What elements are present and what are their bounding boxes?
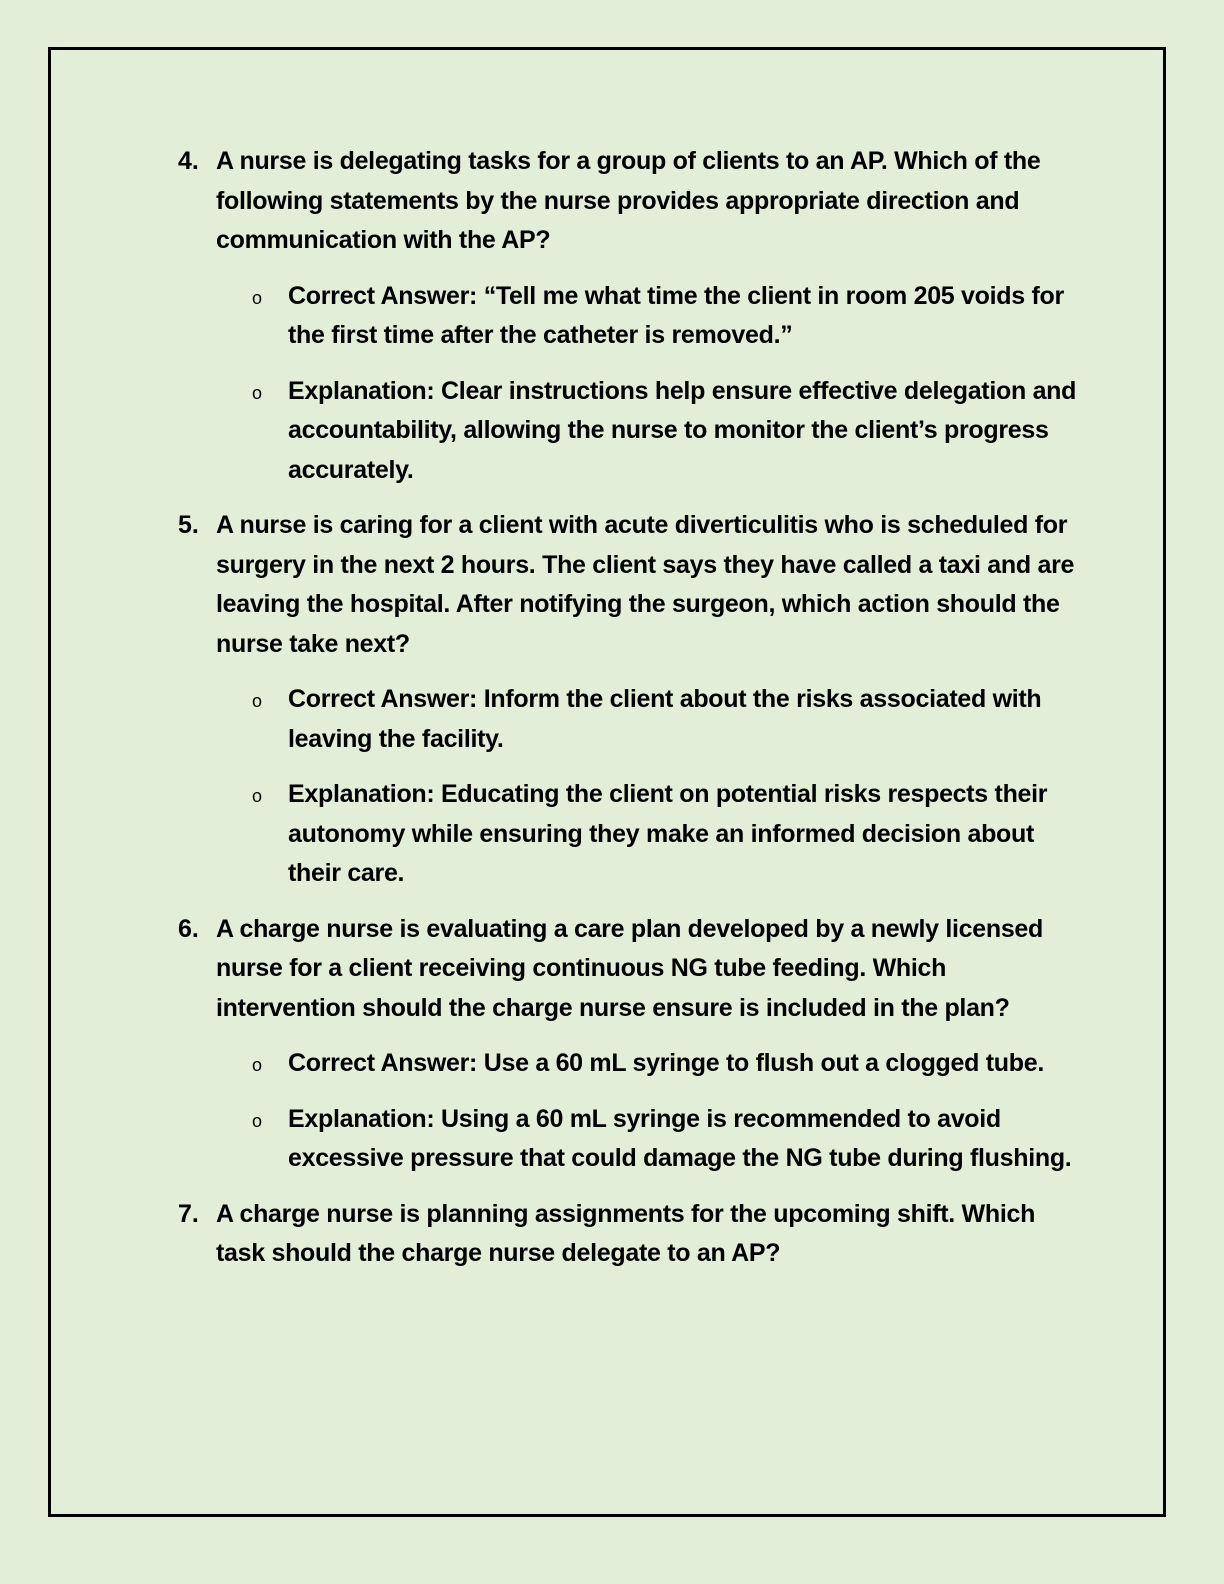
answer-list: [216, 277, 1078, 491]
bullet-icon: o: [252, 287, 262, 308]
correct-answer: [216, 1044, 1078, 1084]
bullet-icon: o: [252, 1110, 262, 1131]
explanation-text: Explanation: Clear instructions help ensure effective delegation and accountability, allowing the nurse to monitor the client’s progress accurately.: [288, 376, 1077, 484]
bullet-icon: o: [252, 1055, 262, 1075]
correct-answer-text: Correct Answer: Inform the client about the risks associated with leaving the facility.: [288, 685, 1042, 753]
bullet-icon: o: [252, 786, 262, 806]
explanation: [216, 1100, 1078, 1179]
explanation: [216, 372, 1078, 491]
question-item: [178, 506, 1078, 894]
bullet-icon: o: [252, 691, 262, 711]
correct-answer: [216, 680, 1078, 759]
question-text: A charge nurse is planning assignments for the upcoming shift. Which task should the charge nurse delegate to an AP?: [216, 1199, 1036, 1267]
answer-list: [216, 1044, 1078, 1179]
answer-list: [216, 680, 1078, 894]
question-number: 4.: [178, 147, 199, 175]
bullet-icon: o: [252, 382, 262, 403]
explanation: [216, 775, 1078, 894]
question-text: A charge nurse is evaluating a care plan developed by a newly licensed nurse for a client receiving continuous NG tube feeding. Which intervention should the charge nurse ensure is included in the plan?: [216, 914, 1044, 1022]
question-list: [178, 142, 1078, 1274]
explanation-text: Explanation: Educating the client on potential risks respects their autonomy while ensuring they make an informed decision about their care.: [288, 780, 1048, 887]
question-number: 7.: [178, 1199, 199, 1228]
question-text: A nurse is delegating tasks for a group of clients to an AP. Which of the following statements by the nurse provides appropriate direction and communication with the AP?: [216, 147, 1041, 254]
question-item: [178, 142, 1078, 490]
correct-answer-text: Correct Answer: “Tell me what time the client in room 205 voids for the first time after the catheter is removed.”: [288, 281, 1064, 349]
question-text: A nurse is caring for a client with acute diverticulitis who is scheduled for surgery in the next 2 hours. The client says they have called a taxi and are leaving the hospital. After notifying the surgeon, which action should the nurse take next?: [216, 511, 1075, 658]
correct-answer: [216, 277, 1078, 356]
correct-answer-text: Correct Answer: Use a 60 mL syringe to flush out a clogged tube.: [288, 1049, 1044, 1077]
question-number: 5.: [178, 511, 199, 539]
question-number: 6.: [178, 914, 199, 943]
question-item: [178, 1195, 1078, 1274]
explanation-text: Explanation: Using a 60 mL syringe is recommended to avoid excessive pressure that could damage the NG tube during flushing.: [288, 1104, 1072, 1172]
question-item: [178, 910, 1078, 1179]
